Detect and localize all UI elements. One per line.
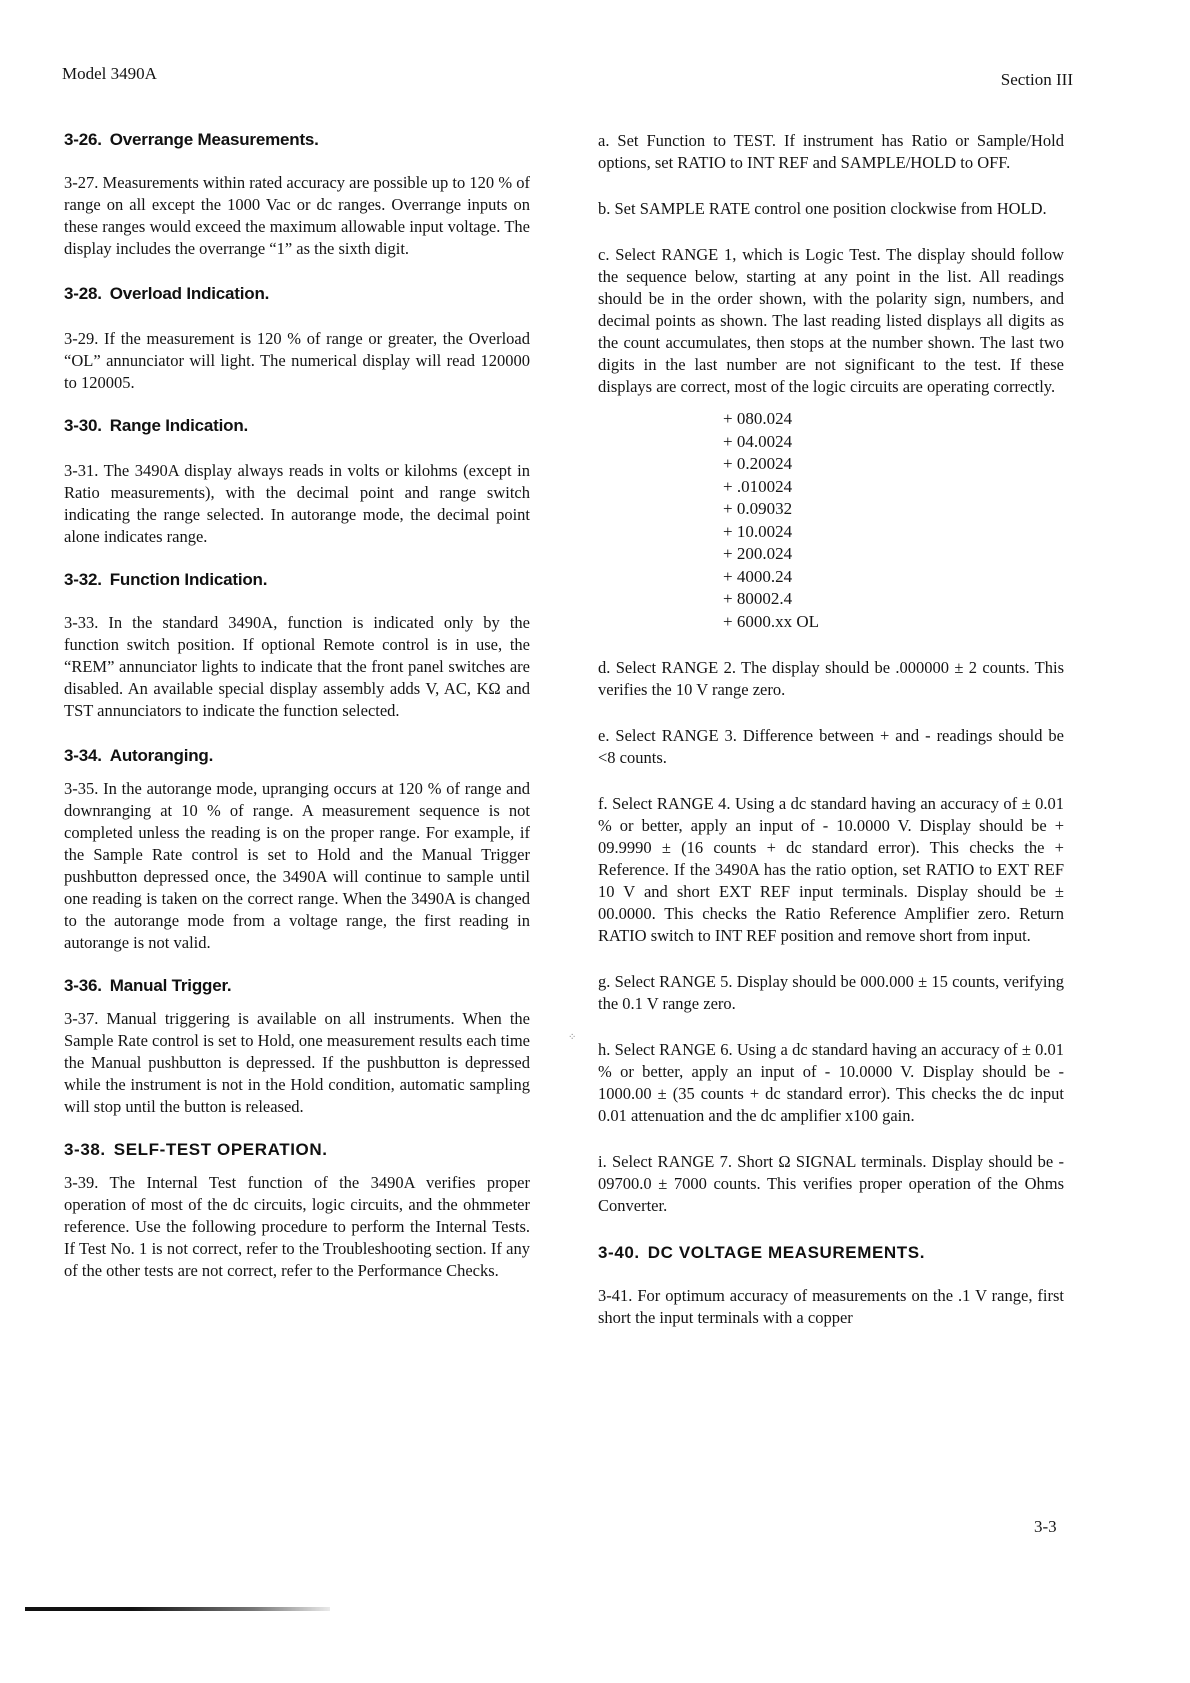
test-step-a: a. Set Function to TEST. If instrument has Ratio or Sample/Hold options, set RATIO to INT REF and SAMPLE/HOLD to OFF. — [598, 131, 1064, 172]
section-heading — [598, 1243, 1064, 1263]
section-title: SELF-TEST OPERATION. — [113, 1140, 328, 1159]
sequence-reading: + 0.20024 — [723, 454, 793, 473]
section-3-30 — [64, 416, 530, 548]
sequence-reading: + 4000.24 — [723, 566, 793, 586]
section-heading — [64, 130, 530, 150]
section-title: Function Indication. — [109, 570, 268, 589]
test-step-f: f. Select RANGE 4. Using a dc standard having an accuracy of ± 0.01 % or better, apply an input of - 10.0000 V. Display should be + 09.9990 ± (16 counts + dc standard error). This checks the + Reference. If the 3490A has the ratio option, set RATIO to EXT REF 10 V and short EXT REF input terminals. Display should be ± 00.0000. This checks the Ratio Reference Amplifier zero. Return RATIO switch to INT REF position and remove short from input. — [598, 794, 1064, 945]
section-number: 3-38. — [64, 1140, 106, 1159]
section-heading — [64, 976, 530, 996]
right-column — [598, 130, 1064, 1351]
section-number: 3-40. — [598, 1243, 640, 1262]
paragraph: 3-31. The 3490A display always reads in volts or kilohms (except in Ratio measurements), with the decimal point and range switch indicating the range selected. In autorange mode, the decimal point alone indicates range. — [64, 461, 530, 546]
header-model: Model 3490A — [62, 64, 157, 83]
paragraph: 3-33. In the standard 3490A, function is indicated only by the function switch position. If optional Remote control is in use, the “REM” annunciator lights to indicate that the front panel switches are disabled. An available special display assembly adds V, AC, KΩ and TST annunciators to indicate the function selected. — [64, 613, 530, 720]
sequence-reading: + .010024 — [723, 476, 793, 496]
section-3-36 — [64, 976, 530, 1118]
test-step-d: d. Select RANGE 2. The display should be .000000 ± 2 counts. This verifies the 10 V range zero. — [598, 658, 1064, 699]
section-title: Range Indication. — [109, 416, 249, 435]
test-step-g: g. Select RANGE 5. Display should be 000.000 ± 15 counts, verifying the 0.1 V range zero. — [598, 972, 1064, 1013]
section-heading — [64, 1140, 530, 1160]
section-number: 3-26. — [64, 130, 102, 149]
section-3-28 — [64, 284, 530, 394]
section-number: 3-34. — [64, 746, 102, 765]
section-title: Overrange Measurements. — [109, 130, 319, 149]
sequence-reading: + 080.024 — [723, 409, 793, 428]
section-heading — [64, 416, 530, 436]
scan-speck: ⁘ — [568, 1032, 577, 1043]
test-step-b: b. Set SAMPLE RATE control one position clockwise from HOLD. — [598, 199, 1047, 218]
sequence-reading: + 04.0024 — [723, 431, 793, 451]
test-step-e: e. Select RANGE 3. Difference between + and - readings should be <8 counts. — [598, 726, 1064, 767]
sequence-reading: + 80002.4 — [723, 589, 793, 608]
section-number: 3-28. — [64, 284, 102, 303]
section-title: DC VOLTAGE MEASUREMENTS. — [647, 1243, 926, 1262]
sequence-reading: + 6000.xx OL — [723, 611, 819, 631]
header-section: Section III — [1000, 70, 1073, 89]
paragraph: 3-39. The Internal Test function of the 3490A verifies proper operation of most of the dc circuits, logic circuits, and the ohmmeter reference. Use the following procedure to perform the Internal Tests. If Test No. 1 is not correct, refer to the Troubleshooting section. If any of the other tests are not correct, refer to the Performance Checks. — [64, 1173, 530, 1280]
section-3-34 — [64, 746, 530, 954]
paragraph: 3-29. If the measurement is 120 % of range or greater, the Overload “OL” annunciator will light. The numerical display will read 120000 to 120005. — [64, 329, 530, 392]
paragraph: 3-37. Manual triggering is available on all instruments. When the Sample Rate control is set to Hold, one measurement results each time the Manual pushbutton is depressed. If the pushbutton is depressed while the instrument is not in the Hold condition, automatic sampling will stop until the button is released. — [64, 1009, 530, 1116]
paragraph: 3-35. In the autorange mode, upranging occurs at 120 % of range and downranging at 10 % of range. A measurement sequence is not completed unless the reading is on the proper range. For example, if the Sample Rate control is set to Hold and the Manual Trigger pushbutton depressed once, the 3490A will continue to sample until one reading is taken on the correct range. When the 3490A is changed to the autorange mode from a voltage range, the first reading in autorange is not valid. — [64, 779, 530, 952]
section-heading — [64, 746, 530, 766]
section-3-26 — [64, 130, 530, 260]
sequence-reading: + 10.0024 — [723, 521, 793, 541]
sequence-reading: + 200.024 — [723, 544, 793, 563]
page-number: 3-3 — [1034, 1517, 1057, 1536]
test-step-h: h. Select RANGE 6. Using a dc standard having an accuracy of ± 0.01 % or better, apply an input of - 10.0000 V. Display should be - 1000.00 ± (35 counts + dc standard error). This checks the dc input 0.01 attenuation and the dc amplifier x100 gain. — [598, 1040, 1064, 1125]
section-3-32 — [64, 570, 530, 722]
section-number: 3-32. — [64, 570, 102, 589]
paragraph: 3-41. For optimum accuracy of measurements on the .1 V range, first short the input terminals with a copper — [598, 1286, 1064, 1327]
section-number: 3-30. — [64, 416, 102, 435]
section-heading — [64, 570, 530, 590]
section-3-38 — [64, 1140, 530, 1282]
left-column — [64, 130, 530, 1304]
test-step-c: c. Select RANGE 1, which is Logic Test. The display should follow the sequence below, starting at any point in the list. All readings should be in the order shown, with the polarity sign, numbers, and decimal points as shown. The last reading listed displays all digits as the count accumulates, then stops at the number shown. The last two digits in the last number are not significant to the test. If these displays are correct, most of the logic circuits are operating correctly. — [598, 245, 1064, 396]
section-title: Overload Indication. — [109, 284, 270, 303]
section-number: 3-36. — [64, 976, 102, 995]
section-title: Autoranging. — [109, 746, 214, 765]
logic-test-sequence — [723, 408, 1064, 633]
scan-edge-line — [25, 1607, 330, 1611]
test-step-i: i. Select RANGE 7. Short Ω SIGNAL terminals. Display should be - 09700.0 ± 7000 counts. This verifies proper operation of the Ohms Converter. — [598, 1152, 1064, 1215]
section-title: Manual Trigger. — [109, 976, 232, 995]
section-heading — [64, 284, 530, 304]
sequence-reading: + 0.09032 — [723, 499, 793, 518]
paragraph: 3-27. Measurements within rated accuracy are possible up to 120 % of range on all except the 1000 Vac or dc ranges. Overrange inputs on these ranges would exceed the maximum allowable input voltage. The display includes the overrange “1” as the sixth digit. — [64, 173, 530, 258]
